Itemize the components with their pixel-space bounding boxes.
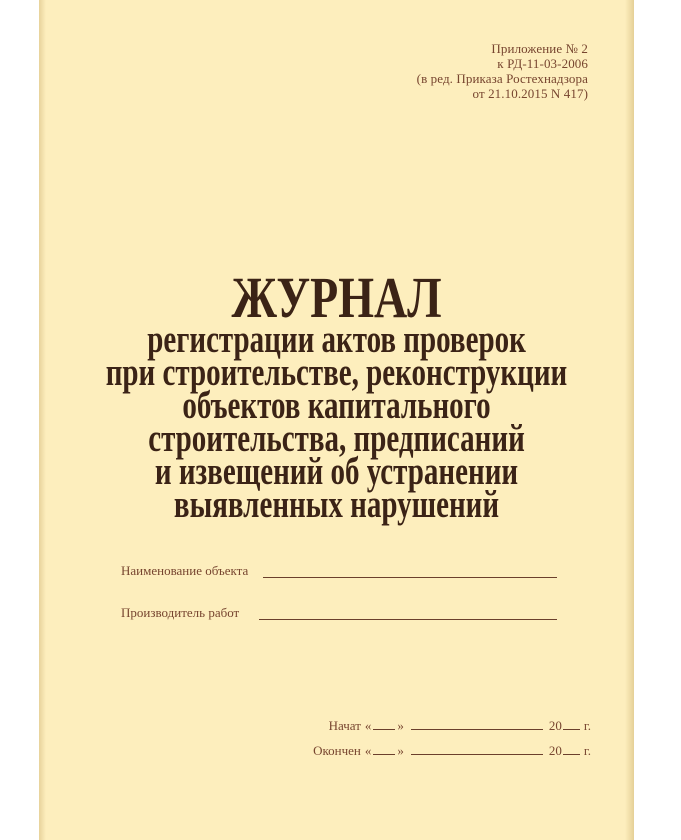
work-producer-label: Производитель работ [121, 605, 240, 620]
month-blank-line [411, 719, 543, 730]
year-prefix: 20 [548, 743, 562, 758]
day-blank-line [373, 719, 395, 730]
appendix-reference [417, 41, 588, 101]
date-finished-row [313, 744, 591, 758]
close-quote: » [397, 743, 404, 758]
journal-subtitle-line: строительства, предписаний [148, 417, 525, 461]
day-blank-line [373, 744, 395, 755]
month-blank-line [411, 744, 543, 755]
date-finished-label: Окончен [313, 743, 361, 758]
open-quote: « [364, 718, 372, 733]
date-started-label: Начат [328, 718, 361, 733]
journal-subtitle-line: выявленных нарушений [173, 483, 500, 527]
object-name-blank-line [263, 577, 557, 578]
journal-subtitle-line: при строительстве, реконструкции [105, 351, 568, 395]
year-prefix: 20 [548, 718, 562, 733]
journal-subtitle [39, 318, 634, 527]
object-name-label: Наименование объекта [121, 563, 249, 578]
appendix-line: Приложение № 2 [491, 41, 588, 56]
open-quote: « [364, 743, 372, 758]
journal-subtitle-line: объектов капитального [182, 384, 491, 428]
journal-subtitle-line: регистрации актов проверок [147, 318, 526, 362]
appendix-line: от 21.10.2015 N 417) [472, 86, 588, 101]
journal-cover-page [39, 0, 634, 840]
appendix-line: (в ред. Приказа Ростехнадзора [416, 71, 588, 86]
year-suffix: г. [583, 718, 591, 733]
appendix-line: к РД-11-03-2006 [497, 56, 588, 71]
date-started-row [329, 719, 591, 733]
journal-subtitle-line: и извещений об устранении [154, 450, 519, 494]
year-blank-line [563, 744, 580, 755]
work-producer-blank-line [259, 619, 557, 620]
close-quote: » [397, 718, 404, 733]
year-blank-line [563, 719, 580, 730]
year-suffix: г. [583, 743, 591, 758]
journal-title: ЖУРНАЛ [231, 264, 442, 330]
